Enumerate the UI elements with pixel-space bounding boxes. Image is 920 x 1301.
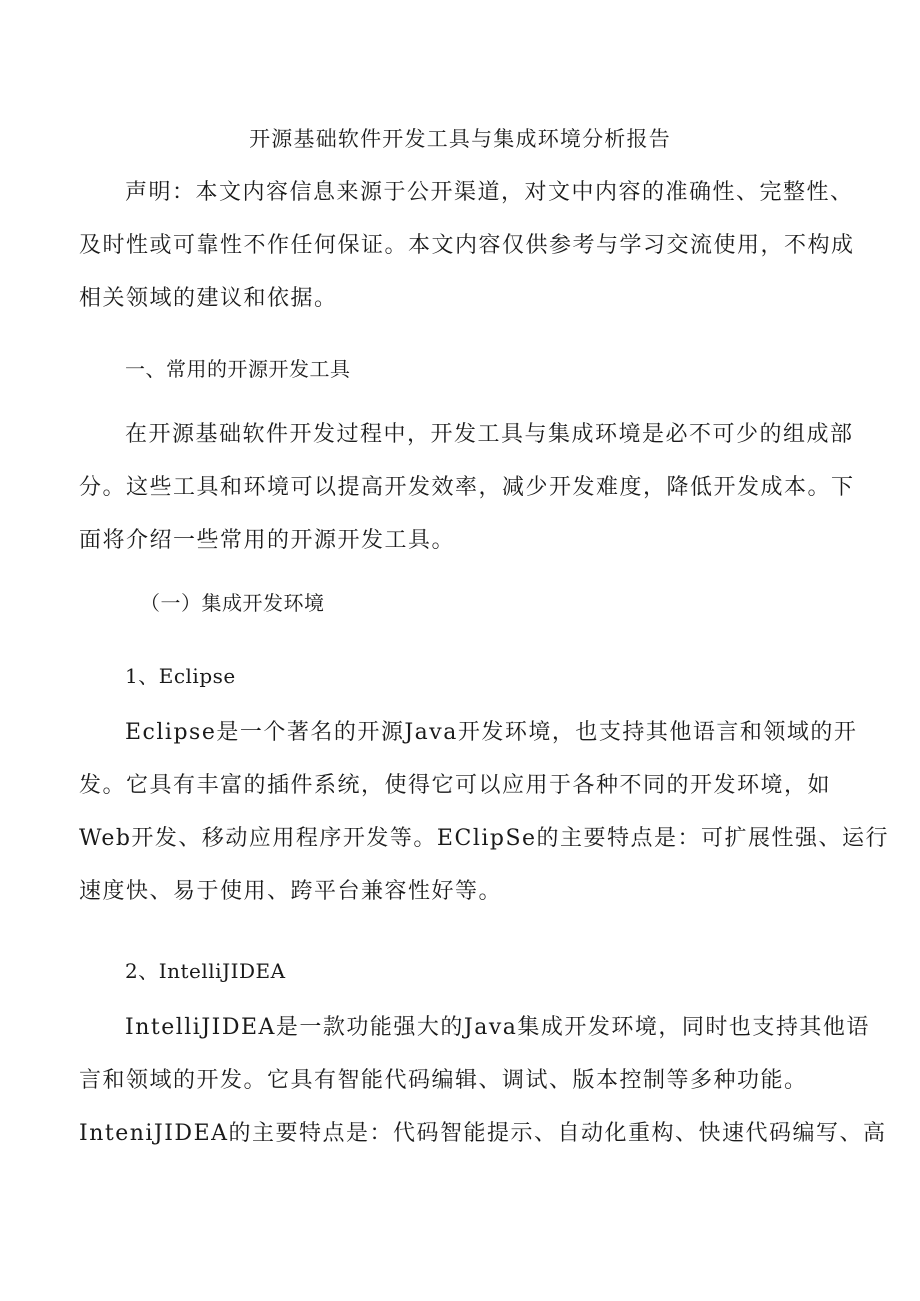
disclaimer-line-1: 声明：本文内容信息来源于公开渠道，对文中内容的准确性、完整性、 [125, 180, 854, 205]
paragraph-line-3: 面将介绍一些常用的开源开发工具。 [79, 528, 456, 553]
intellij-line-1: IntelliJIDEA是一款功能强大的Java集成开发环境，同时也支持其他语 [125, 1015, 870, 1040]
eclipse-line-4: 速度快、易于使用、跨平台兼容性好等。 [79, 879, 503, 904]
eclipse-line-2: 发。它具有丰富的插件系统，使得它可以应用于各种不同的开发环境，如 [79, 773, 832, 798]
eclipse-line-1: Eclipse是一个著名的开源Java开发环境，也支持其他语言和领域的开 [125, 720, 858, 745]
intellij-line-2: 言和领域的开发。它具有智能代码编辑、调试、版本控制等多种功能。 [79, 1068, 808, 1093]
section-heading: 一、常用的开源开发工具 [125, 357, 351, 381]
item-heading-eclipse: 1、Eclipse [125, 664, 236, 688]
intellij-line-3: InteniJIDEA的主要特点是：代码智能提示、自动化重构、快速代码编写、高 [79, 1121, 887, 1146]
paragraph-line-1: 在开源基础软件开发过程中，开发工具与集成环境是必不可少的组成部 [125, 422, 854, 447]
paragraph-line-2: 分。这些工具和环境可以提高开发效率，减少开发难度，降低开发成本。下 [79, 475, 855, 500]
item-heading-intellij: 2、IntelliJIDEA [125, 959, 286, 983]
subsection-heading: （一）集成开发环境 [140, 591, 325, 615]
document-title: 开源基础软件开发工具与集成环境分析报告 [249, 127, 671, 151]
eclipse-line-3: Web开发、移动应用程序开发等。EClipSe的主要特点是：可扩展性强、运行 [79, 826, 890, 851]
disclaimer-line-2: 及时性或可靠性不作任何保证。本文内容仅供参考与学习交流使用，不构成 [79, 233, 855, 258]
disclaimer-line-3: 相关领域的建议和依据。 [79, 286, 338, 311]
